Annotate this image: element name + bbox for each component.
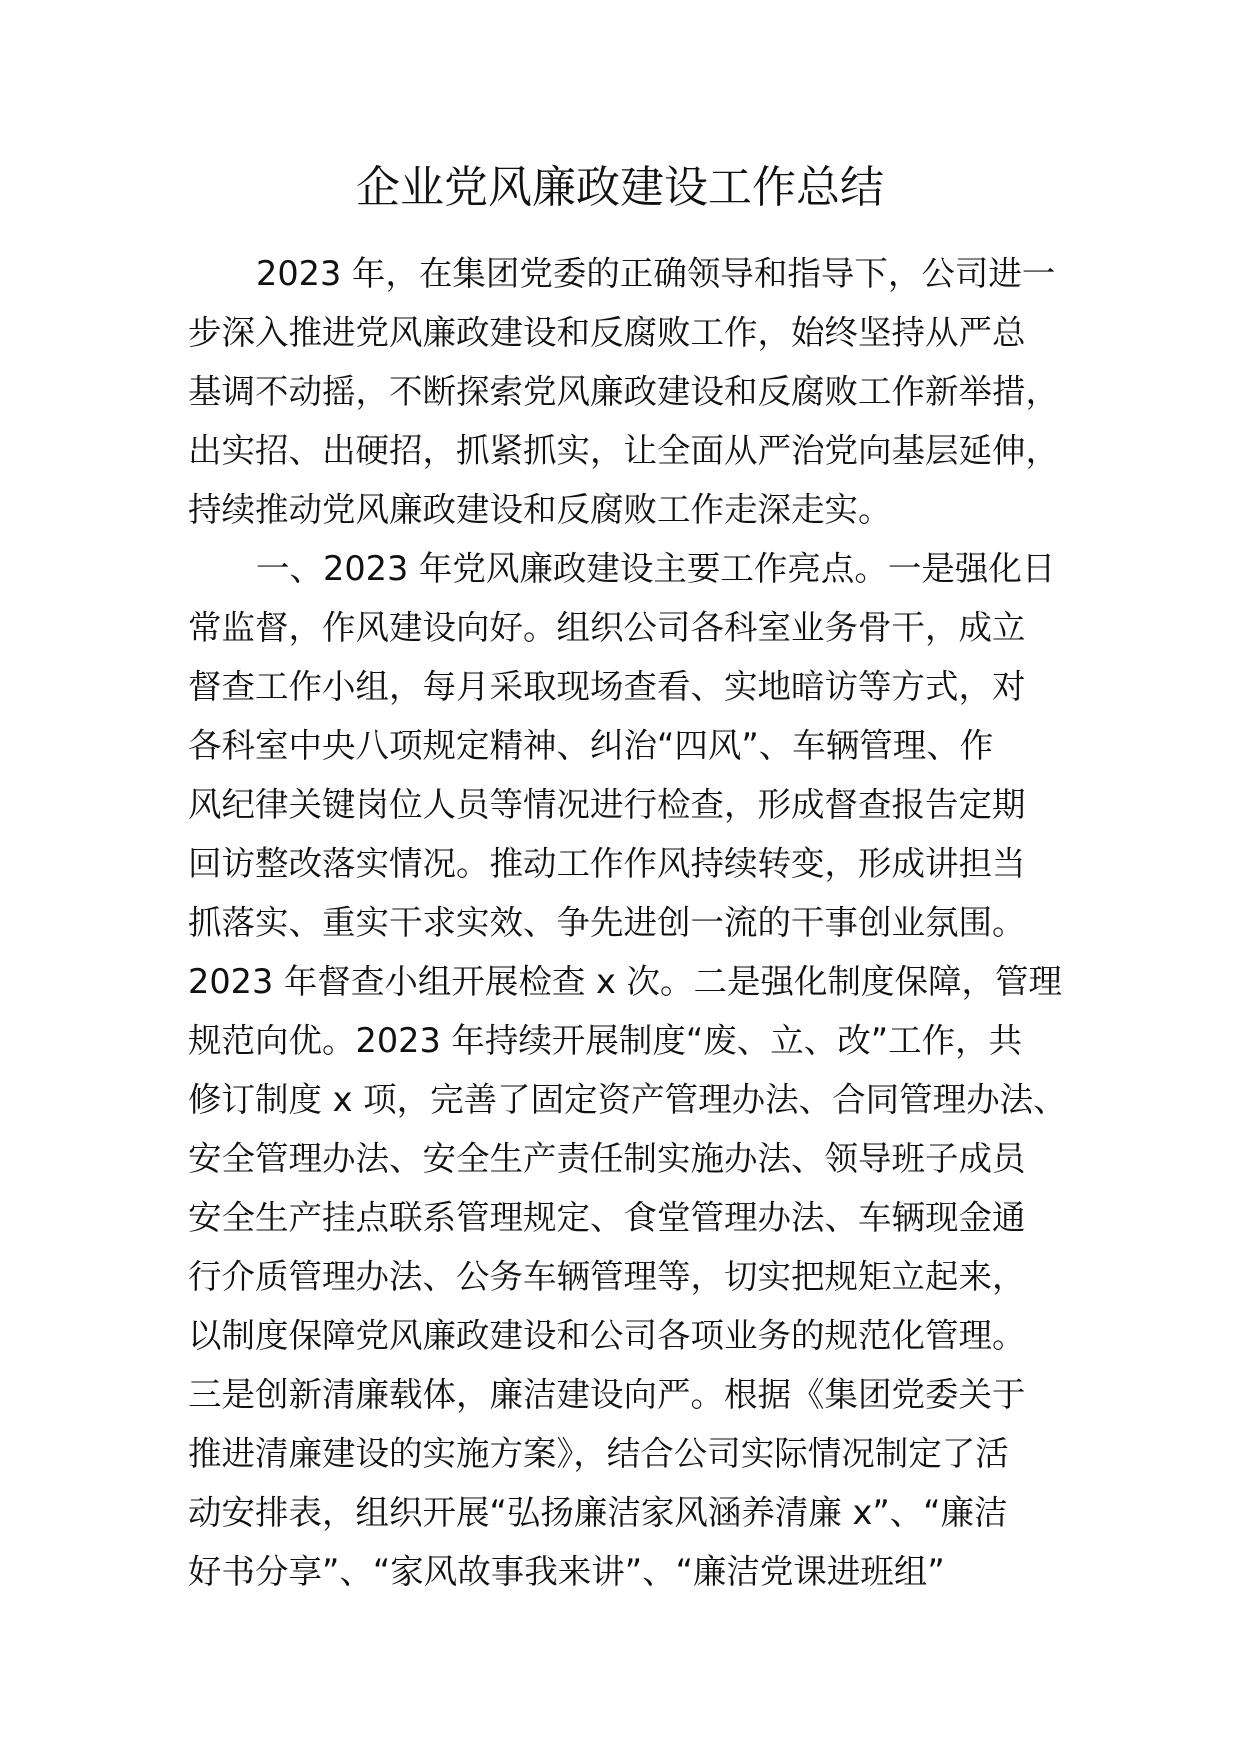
paragraph-line: 修订制度 x 项，完善了固定资产管理办法、合同管理办法、 (188, 1080, 1067, 1119)
paragraph-line: 基调不动摇，不断探索党风廉政建设和反腐败工作新举措， (188, 372, 1059, 411)
paragraph-line: 安全生产挂点联系管理规定、食堂管理办法、车辆现金通 (188, 1198, 1026, 1237)
paragraph-line: 常监督，作风建设向好。组织公司各科室业务骨干，成立 (188, 608, 1026, 647)
paragraph-line: 三是创新清廉载体，廉洁建设向严。根据《集团党委关于 (188, 1375, 1026, 1414)
paragraph-line: 回访整改落实情况。推动工作作风持续转变，形成讲担当 (188, 844, 1026, 883)
paragraph-2 (188, 539, 1068, 1601)
paragraph-line: 安全管理办法、安全生产责任制实施办法、领导班子成员 (188, 1139, 1026, 1178)
paragraph-1 (188, 244, 1068, 539)
paragraph-line: 督查工作小组，每月采取现场查看、实地暗访等方式，对 (188, 667, 1026, 706)
paragraph-line: 好书分享”、“家风故事我来讲”、“廉洁党课进班组” (188, 1552, 945, 1591)
paragraph-line: 动安排表，组织开展“弘扬廉洁家风涵养清廉 x”、“廉洁 (188, 1493, 1008, 1532)
paragraph-line: 行介质管理办法、公务车辆管理等，切实把规矩立起来， (188, 1257, 1026, 1296)
paragraph-line: 2023 年，在集团党委的正确领导和指导下，公司进一 (256, 254, 1056, 293)
paragraph-line: 持续推动党风廉政建设和反腐败工作走深走实。 (188, 490, 892, 529)
paragraph-line: 风纪律关键岗位人员等情况进行检查，形成督查报告定期 (188, 785, 1026, 824)
paragraph-line: 出实招、出硬招，抓紧抓实，让全面从严治党向基层延伸， (188, 431, 1059, 470)
document-body (188, 244, 1068, 1601)
paragraph-line: 推进清廉建设的实施方案》，结合公司实际情况制定了活 (188, 1434, 1009, 1473)
paragraph-line: 一、2023 年党风廉政建设主要工作亮点。一是强化日 (256, 549, 1056, 588)
paragraph-line: 2023 年督查小组开展检查 x 次。二是强化制度保障，管理 (188, 962, 1063, 1001)
paragraph-line: 规范向优。2023 年持续开展制度“废、立、改”工作，共 (188, 1021, 1023, 1060)
document-title: 企业党风廉政建设工作总结 (356, 162, 884, 213)
paragraph-line: 各科室中央八项规定精神、纠治“四风”、车辆管理、作 (188, 726, 994, 765)
paragraph-line: 以制度保障党风廉政建设和公司各项业务的规范化管理。 (188, 1316, 1026, 1355)
paragraph-line: 步深入推进党风廉政建设和反腐败工作，始终坚持从严总 (188, 313, 1026, 352)
paragraph-line: 抓落实、重实干求实效、争先进创一流的干事创业氛围。 (188, 903, 1026, 942)
